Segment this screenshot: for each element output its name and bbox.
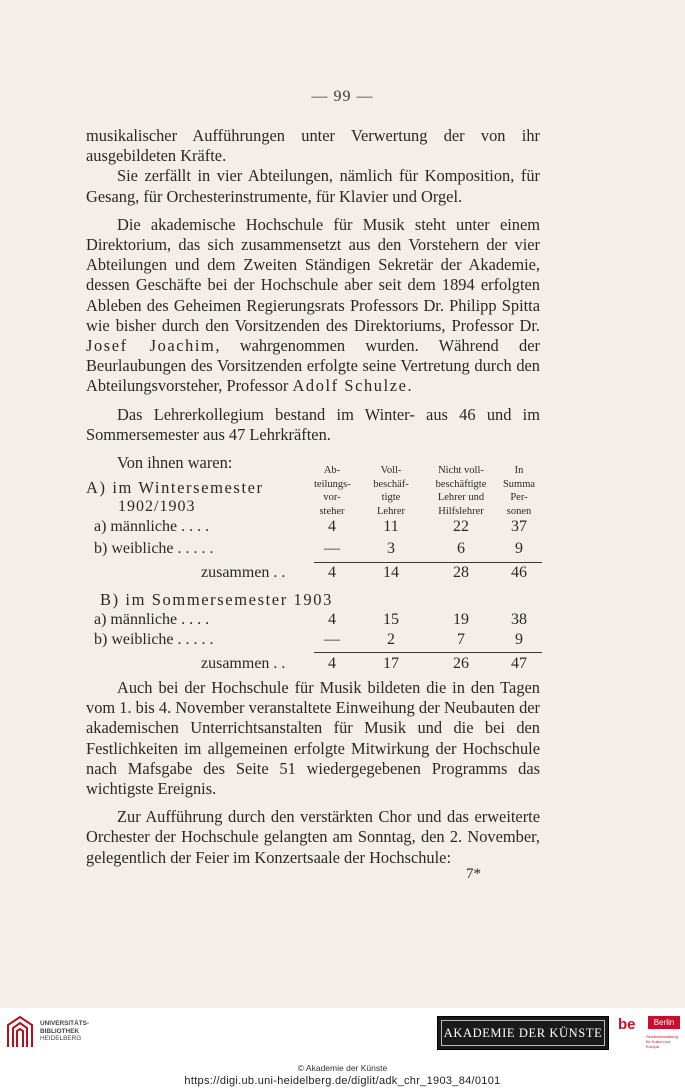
row-label: a) männliche . . . . — [94, 611, 210, 628]
cell: 37 — [511, 518, 527, 535]
be-text: be — [618, 1016, 636, 1033]
cell: 7 — [457, 631, 465, 648]
cell: 4 — [328, 611, 336, 628]
cell: 11 — [383, 518, 399, 535]
body-text-top — [86, 126, 540, 473]
paragraph-5: Von ihnen waren: — [117, 453, 233, 473]
cell: 26 — [453, 655, 469, 672]
row-label: a) männliche . . . . — [94, 518, 210, 535]
total-rule — [314, 652, 542, 653]
cell: — — [324, 631, 340, 648]
university-library-logo-icon[interactable] — [6, 1015, 34, 1049]
paragraph-6: Auch bei der Hochschule für Musik bildeten die in den Tagen vom 1. bis 4. November veranstaltete Einweihung der Neubauten der akademischen Unterrichtsanstalten für Musik und die bei den Festlichkeiten im allgemeinen erfolgte Mitwirkung der Hochschule nach Mafsgabe des Seite 51 wiedergegebenen Programms das wichtigste Ereignis. — [86, 678, 540, 799]
cell: 22 — [453, 518, 469, 535]
total-label: zusammen . . — [201, 564, 286, 581]
total-rule — [314, 562, 542, 563]
table-row — [86, 518, 540, 538]
berlin-box: Berlin — [648, 1016, 680, 1029]
header-abteilungsvorsteher: Ab- teilungs- vor- steher — [314, 465, 351, 517]
paragraph-3 — [86, 215, 540, 397]
cell: 9 — [515, 540, 523, 557]
header-nicht-vollbeschaeftigte: Nicht voll- beschäftigte Lehrer und Hilfslehrer — [435, 465, 487, 517]
ub-line-3: HEIDELBERG — [40, 1035, 82, 1043]
adk-label: AKADEMIE DER KÜNSTE — [441, 1020, 605, 1046]
section-a-years-row — [86, 498, 540, 518]
table-total-row — [86, 655, 540, 675]
senat-text: Senatsverwaltung für Kultur und Europa — [646, 1034, 678, 1049]
section-a-years: 1902/1903 — [118, 498, 196, 515]
paragraph-3-part-b: , wahrgenommen wurden. Während der Beurlaubungen des Vorsitzenden erfolgte seine Vertretung durch den Abteilungsvorsteher, Professor — [86, 336, 540, 396]
row-label: b) weibliche . . . . . — [94, 540, 214, 557]
paragraph-3-part-c: . — [407, 376, 412, 396]
cell: 3 — [387, 540, 395, 557]
section-a-title-row — [86, 478, 540, 498]
header-in-summa: In Summa Per- sonen — [502, 465, 536, 517]
section-b-title: B) im Sommersemester 1903 — [100, 590, 333, 609]
akademie-der-kuenste-logo[interactable] — [437, 1016, 609, 1050]
cell: 14 — [383, 564, 399, 581]
permalink-url[interactable]: https://digi.ub.uni-heidelberg.de/diglit/adk_chr_1903_84/0101 — [184, 1075, 501, 1087]
page-number: — 99 — — [311, 88, 374, 105]
berlin-senate-logo[interactable] — [618, 1014, 680, 1052]
paragraph-2: Sie zerfällt in vier Abteilungen, nämlich für Komposition, für Gesang, für Orchesterinstrumente, für Klavier und Orgel. — [86, 166, 540, 206]
cell: 4 — [328, 564, 336, 581]
name-josef-joachim: Josef Joachim — [86, 336, 216, 356]
section-b-title-row — [86, 590, 540, 610]
cell: — — [324, 540, 340, 557]
cell: 47 — [511, 655, 527, 672]
cell: 2 — [387, 631, 395, 648]
cell: 46 — [511, 564, 527, 581]
row-label: b) weibliche . . . . . — [94, 631, 214, 648]
cell: 9 — [515, 631, 523, 648]
ub-line-2: BIBLIOTHEK — [40, 1027, 80, 1035]
table-row — [86, 540, 540, 560]
name-adolf-schulze: Adolf Schulze — [292, 376, 408, 396]
cell: 19 — [453, 611, 469, 628]
table-row — [86, 611, 540, 631]
paragraph-1: musikalischer Aufführungen unter Verwertung der von ihr ausgebildeten Kräfte. — [86, 126, 540, 166]
cell: 15 — [383, 611, 399, 628]
paragraph-4: Das Lehrerkollegium bestand im Winter- aus 46 und im Sommersemester aus 47 Lehrkräften. — [86, 404, 540, 444]
cell: 6 — [457, 540, 465, 557]
university-library-label[interactable] — [40, 1020, 89, 1043]
cell: 4 — [328, 518, 336, 535]
header-vollbeschaeftigte: Voll- beschäf- tigte Lehrer — [373, 465, 409, 517]
section-a-title: A) im Wintersemester — [86, 478, 264, 497]
paragraph-7: Zur Aufführung durch den verstärkten Chor und das erweiterte Orchester der Hochschule gelangten am Sonntag, den 2. November, gelegentlich der Feier im Konzertsaale der Hochschule: — [86, 807, 540, 867]
total-label: zusammen . . — [201, 655, 286, 672]
cell: 38 — [511, 611, 527, 628]
cell: 4 — [328, 655, 336, 672]
cell: 28 — [453, 564, 469, 581]
ub-line-1: UNIVERSITÄTS- — [40, 1020, 89, 1027]
cell: 17 — [383, 655, 399, 672]
signature-mark: 7* — [466, 866, 481, 882]
copyright-notice: © Akademie der Künste — [297, 1063, 388, 1073]
table-total-row — [86, 564, 540, 584]
table-row — [86, 631, 540, 651]
body-text-bottom — [86, 678, 540, 868]
paragraph-3-part-a: Die akademische Hochschule für Musik steht unter einem Direktorium, das sich zusammensetzt aus den Vorstehern der vier Abteilungen und dem Zweiten Ständigen Sekretär der Akademie, dessen Geschäfte bei der Hochschule aber seit dem 1894 erfolgten Ableben des Geheimen Regierungsrats Professors Dr. Philipp Spitta wie bisher durch den Vorsitzenden des Direktoriums, Professor Dr. — [86, 214, 540, 335]
